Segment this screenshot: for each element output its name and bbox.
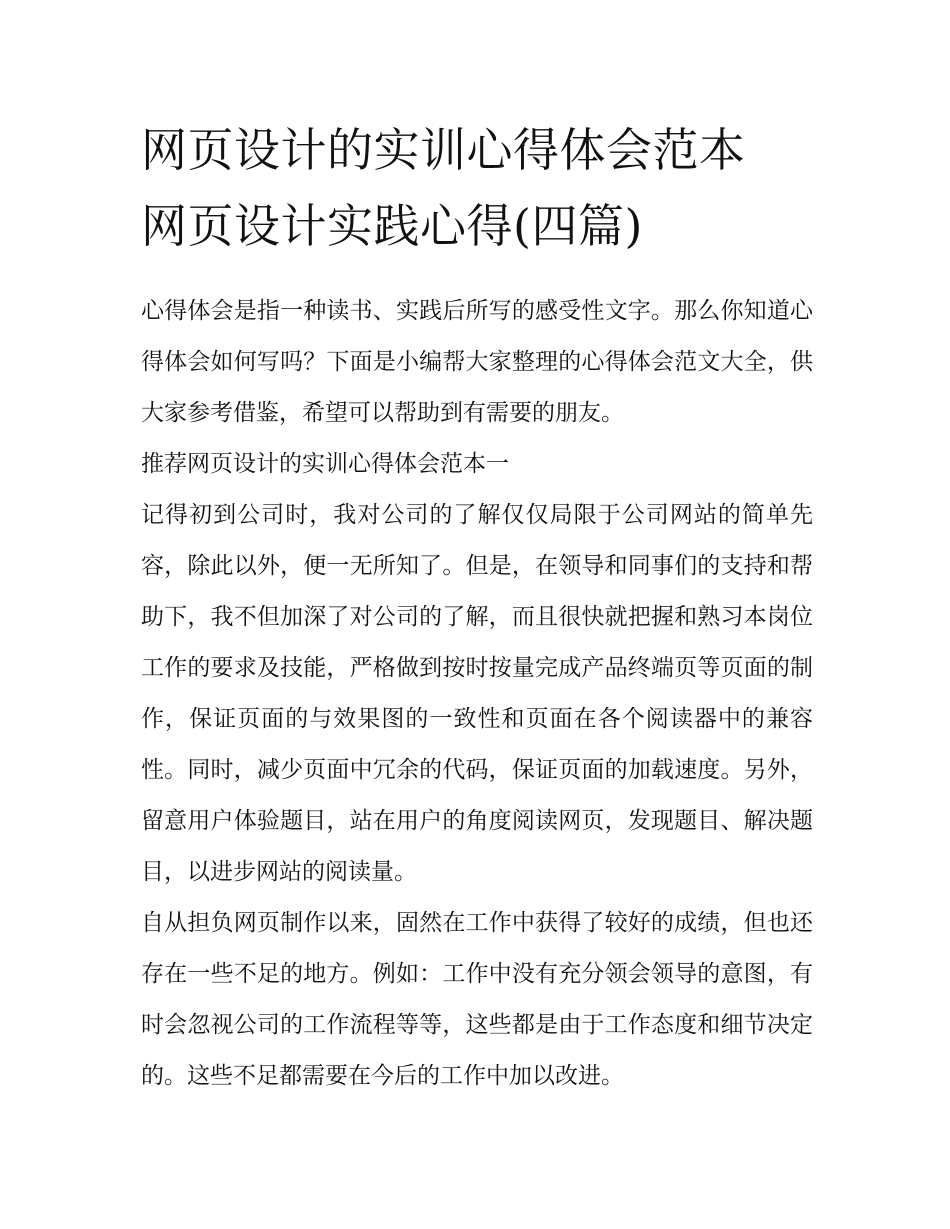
body-paragraph: 记得初到公司时，我对公司的了解仅仅局限于公司网站的简单先容，除此以外，便一无所知了。但是，在领导和同事们的支持和帮助下，我不但加深了对公司的了解，而且很快就把握和熟习本岗位工作的要求及技能，严格做到按时按量完成产品终端页等页面的制作，保证页面的与效果图的一致性和页面在各个阅读器中的兼容性。同时，减少页面中冗余的代码，保证页面的加载速度。另外，留意用户体验题目，站在用户的角度阅读网页，发现题目、解决题目，以进步网站的阅读量。: [141, 502, 813, 885]
document-title: [141, 112, 813, 264]
title-line-2: 网页设计实践心得(四篇): [141, 199, 643, 253]
body-paragraph: 自从担负网页制作以来，固然在工作中获得了较好的成绩，但也还存在一些不足的地方。例如：工作中没有充分领会领导的意图，有时会忽视公司的工作流程等等，这些都是由于工作态度和细节决定的。这些不足都需要在今后的工作中加以改进。: [141, 910, 813, 1089]
intro-paragraph: 心得体会是指一种读书、实践后所写的感受性文字。那么你知道心得体会如何写吗？下面是小编帮大家整理的心得体会范文大全，供大家参考借鉴，希望可以帮助到有需要的朋友。: [141, 298, 813, 426]
title-line-1: 网页设计的实训心得体会范本: [141, 123, 746, 177]
document-body: [141, 112, 813, 1102]
section-heading: 推荐网页设计的实训心得体会范本一: [141, 451, 509, 477]
